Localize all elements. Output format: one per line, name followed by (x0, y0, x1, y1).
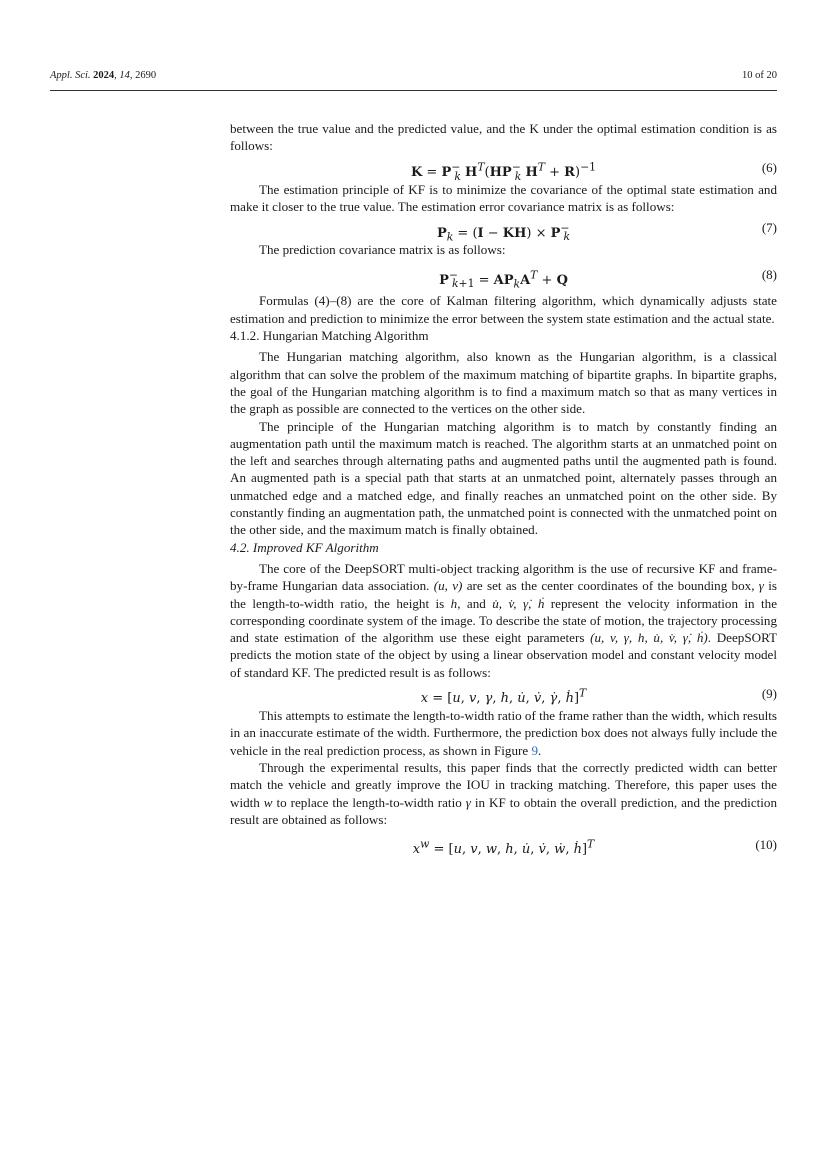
paragraph: The core of the DeepSORT multi-object tracking algorithm is the use of recursive KF and frame-by-frame Hungarian data association. (u, v) are set as the center coordinates of the bounding box, γ is the length-to-width ratio, the height is h, and u̇, v̇, γ̇, ḣ represent the velocity information in the corresponding coordinate system of the image. To describe the state of motion, the trajectory processing and state estimation of the algorithm use these eight parameters (u, v, γ, h, u̇, v̇, γ̇, ḣ). DeepSORT predicts the motion state of the object by using a linear observation model and constant velocity model of standard KF. The predicted result is as follows: (230, 560, 778, 680)
paragraph: between the true value and the predicted value, and the K under the optimal estimation condition is as follows: (230, 121, 777, 154)
symbol-uv: (u, v) (433, 578, 463, 594)
paragraph: The Hungarian matching algorithm, also known as the Hungarian algorithm, is a classical algorithm that can solve the problem of the maximum matching of bipartite graphs. In bipartite graphs, the goal of the Hungarian matching algorithm is to find a maximum match so that as many vertices in the graph as possible are connected to the vertices on the other side. (230, 349, 777, 417)
equation-10-expression: $x^w = [u$, v, w, h, u̇, v̇, ẇ, ḣ]$^T$ (412, 838, 595, 858)
equation-number: (8) (761, 267, 777, 283)
paragraph: The prediction covariance matrix is as follows: (259, 242, 506, 258)
equation-7-expression: $P_k = (I - KH) \times P^-_k$ (436, 221, 571, 244)
equation-number: (10) (755, 837, 777, 853)
equation-6 (230, 155, 777, 181)
equation-10 (230, 828, 777, 862)
symbol-h: h (450, 595, 458, 611)
symbol-w: w (263, 794, 273, 810)
equation-9 (230, 681, 777, 707)
equation-number: (6) (761, 159, 777, 175)
equation-6-expression: $K = P^-_k$ $H^T(HP^-_k$ $H^T + R)^{-1}$ (410, 160, 597, 183)
equation-number: (9) (761, 686, 777, 702)
equation-8 (230, 258, 777, 292)
paragraph: This attempts to estimate the length-to-width ratio of the frame rather than the width, which results in an inaccurate estimate of the width. Furthermore, the prediction box does not always fully include the vehicle in the real prediction process, as shown in Figure 9. (230, 708, 777, 758)
symbol-eight-params: (u, v, γ, h, u̇, v̇, γ̇, ḣ) (590, 630, 708, 646)
paragraph: Formulas (4)–(8) are the core of Kalman filtering algorithm, which dynamically adjusts state estimation and prediction to minimize the error between the system state estimation and the actual state. (230, 293, 777, 326)
paragraph: Through the experimental results, this paper finds that the correctly predicted width can better match the vehicle and greatly improve the IOU in tracking matching. Therefore, this paper uses the width w to replace the length-to-width ratio γ in KF to obtain the overall prediction, and the prediction result are obtained as follows: (230, 759, 778, 827)
article-body (230, 120, 777, 862)
paragraph: The principle of the Hungarian matching algorithm is to match by constantly finding an augmentation path until the maximum match is reached. The algorithm starts at an unmatched point on the left and searches through alternating paths and augmented paths until the augmented path is found. An augmented path is a special path that starts at an unmatched point, alternately passes through an unmatched edge and a matched edge, and finally reaches an unmatched point on the other side. By constantly finding an augmentation path, the unmatched point is connected with the unmatched point on the other side, and the maximum match is finally obtained. (230, 418, 777, 538)
section-heading-4-1-2: 4.1.2. Hungarian Matching Algorithm (230, 328, 429, 344)
equation-number: (7) (761, 220, 777, 236)
equation-9-expression: x = [u, v, γ, h, u̇, v̇, γ̇, ḣ]$^T$ (420, 687, 587, 707)
figure-9-link[interactable]: 9 (531, 742, 538, 758)
symbol-velocities: u̇, v̇, γ̇, ḣ (492, 595, 545, 611)
section-heading-4-2: 4.2. Improved KF Algorithm (230, 539, 379, 555)
symbol-gamma: γ (465, 794, 471, 810)
page-number: 10 of 20 (742, 70, 777, 81)
symbol-gamma: γ (758, 578, 764, 594)
equation-7 (230, 215, 777, 244)
page-header (50, 68, 777, 91)
equation-8-expression: $P^-_{k+1} = AP_kA^T + Q$ (439, 268, 568, 291)
paragraph: The estimation principle of KF is to minimize the covariance of the optimal state estimation and make it closer to the true value. The estimation error covariance matrix is as follows: (230, 181, 777, 214)
journal-citation: Appl. Sci. 2024, 14, 2690 (50, 70, 157, 81)
